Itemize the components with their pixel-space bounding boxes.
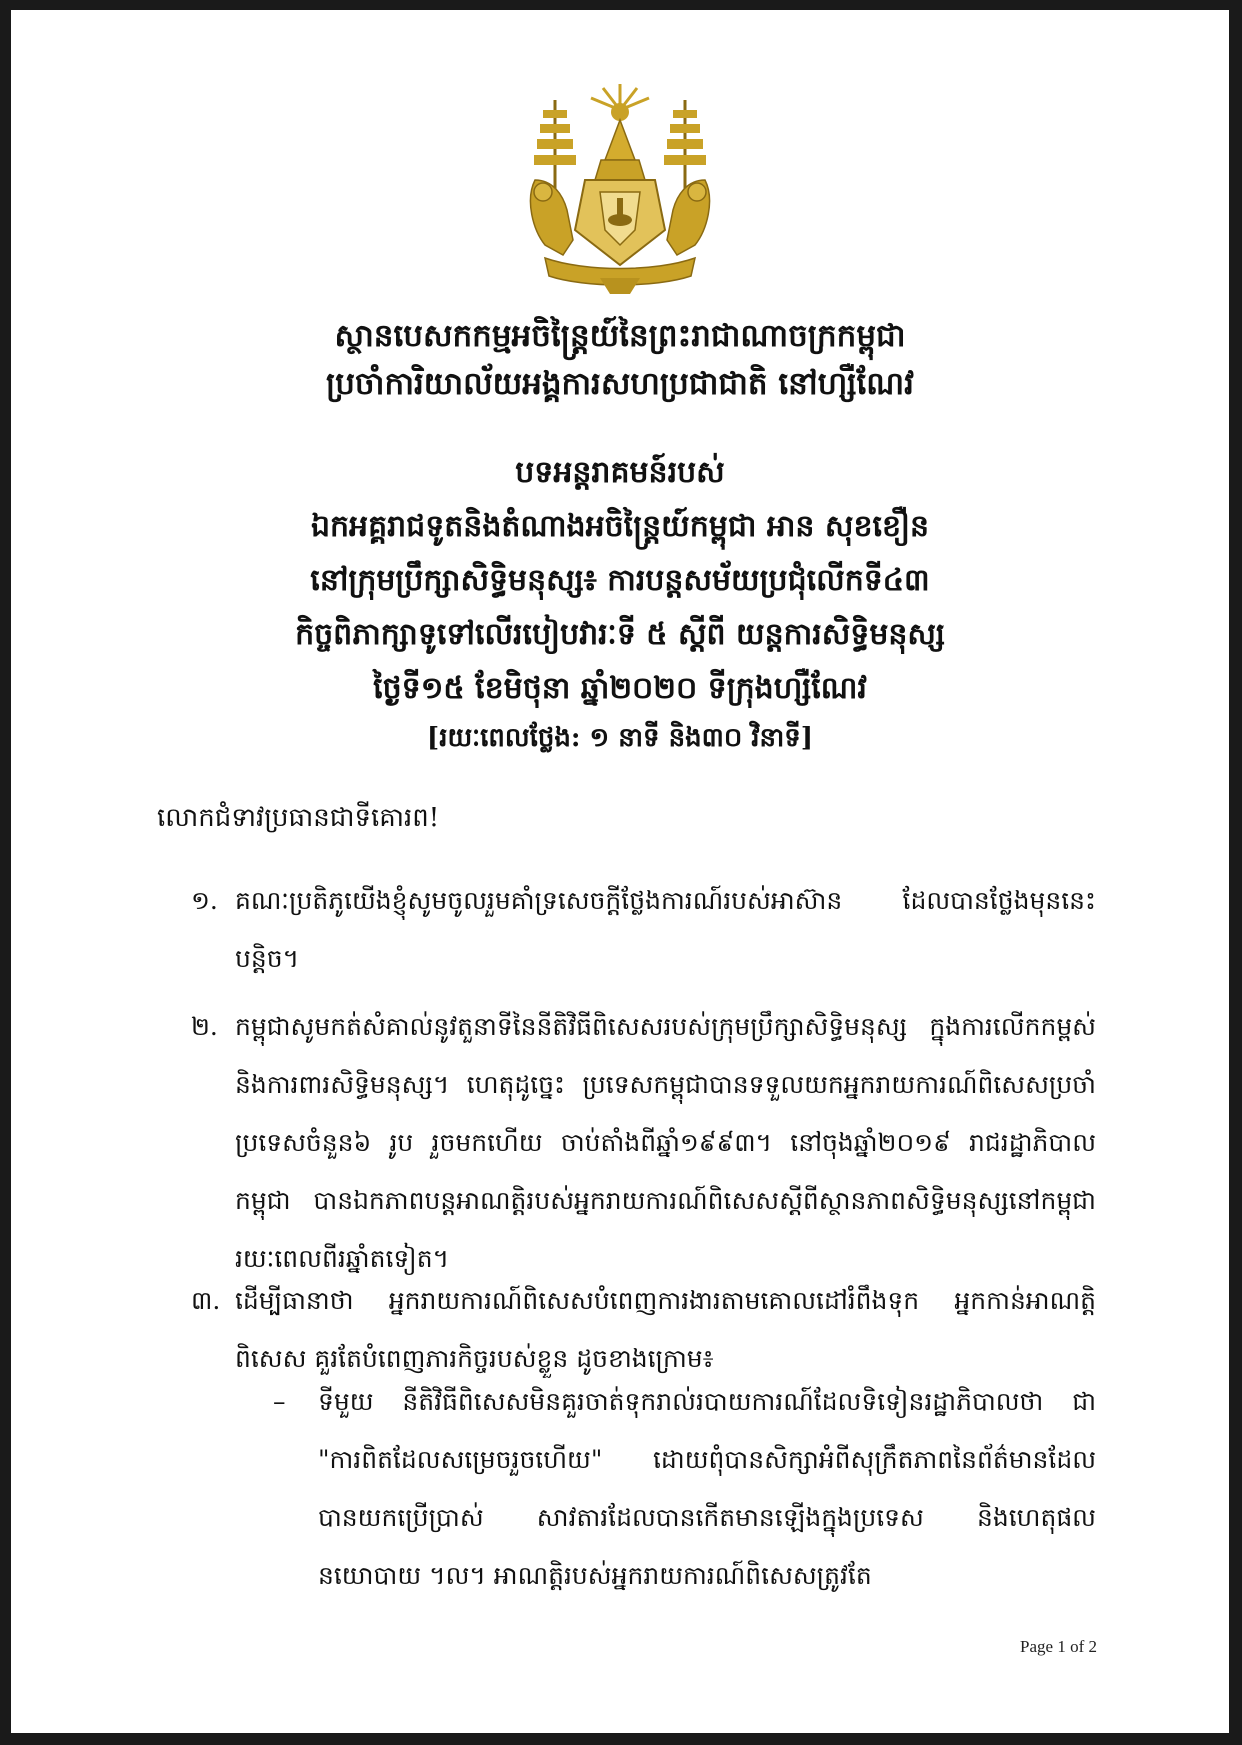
salutation: លោកជំទាវប្រធានជាទីគោរព! <box>157 803 440 833</box>
document-page <box>11 10 1229 1733</box>
bullet-item-1 <box>273 1373 1096 1605</box>
paragraph-2 <box>191 998 1096 1288</box>
paragraph-text: កម្ពុជាសូមកត់សំគាល់នូវតួនាទីនៃនីតិវិធីពិសេសរបស់ក្រុមប្រឹក្សាសិទ្ធិមនុស្ស ក្នុងការលើកកម្ពស់ និងការពារសិទ្ធិមនុស្ស។ ហេតុដូច្នេះ ប្រទេសកម្ពុជាបានទទួលយកអ្នករាយការណ៍ពិសេសប្រចាំប្រទេសចំនួន៦ រូប រួចមកហើយ ចាប់តាំងពីឆ្នាំ១៩៩៣។ នៅចុងឆ្នាំ២០១៩ រាជរដ្ឋាភិបាលកម្ពុជា បានឯកភាពបន្តអាណត្តិរបស់អ្នករាយការណ៍ពិសេសស្តីពីស្ថានភាពសិទ្ធិមនុស្សនៅកម្ពុជា រយៈពេលពីរឆ្នាំតទៀត។ <box>235 1012 1096 1273</box>
duration-line: [រយៈពេលថ្លែង: ១ នាទី និង៣០ វិនាទី] <box>426 723 814 753</box>
paragraph-number: ៣. <box>191 1286 221 1315</box>
session-line: នៅក្រុមប្រឹក្សាសិទ្ធិមនុស្ស៖ ការបន្តសម័យប្រជុំលើកទី៤៣ <box>310 563 930 598</box>
agenda-line: កិច្ចពិភាក្សាទូទៅលើរបៀបវារៈទី ៥ ស្តីពី យន្តការសិទ្ធិមនុស្ស <box>295 617 945 652</box>
bullet-marker: – <box>273 1387 286 1416</box>
date-location-line: ថ្ងៃទី១៥ ខែមិថុនា ឆ្នាំ២០២០ ទីក្រុងហ្សឺណែវ <box>373 671 867 706</box>
paragraph-number: ២. <box>191 1012 218 1041</box>
mission-name-line1: ស្ថានបេសកកម្មអចិន្ត្រៃយ៍នៃព្រះរាជាណាចក្រកម្ពុជា <box>334 318 906 354</box>
paragraph-number: ១. <box>191 886 218 915</box>
statement-title: បទអន្តរាគមន៍របស់ <box>515 455 725 490</box>
paragraph-text: ដើម្បីធានាថា អ្នករាយការណ៍ពិសេសបំពេញការងារតាមគោលដៅរំពឹងទុក អ្នកកាន់អាណត្តិពិសេស គួរតែបំពេញភារកិច្ចរបស់ខ្លួន ដូចខាងក្រោម៖ <box>235 1286 1096 1373</box>
bullet-text: ទីមួយ នីតិវិធីពិសេសមិនគួរចាត់ទុករាល់របាយការណ៍ដែលទិទៀនរដ្ឋាភិបាលថា ជា "ការពិតដែលសម្រេចរួចហើយ" ដោយពុំបានសិក្សាអំពីសុក្រឹតភាពនៃព័ត៌មានដែលបានយកប្រើប្រាស់ សាវតារដែលបានកើតមានឡើងក្នុងប្រទេស និងហេតុផលនយោបាយ ។ល។ អាណត្តិរបស់អ្នករាយការណ៍ពិសេសត្រូវតែ <box>318 1387 1096 1590</box>
page-number: Page 1 of 2 <box>1020 1637 1097 1656</box>
royal-coat-of-arms-emblem <box>515 80 725 298</box>
paragraph-1 <box>191 872 1096 988</box>
paragraph-3 <box>191 1272 1096 1388</box>
paragraph-text: គណៈប្រតិភូយើងខ្ញុំសូមចូលរួមគាំទ្រសេចក្តីថ្លែងការណ៍របស់អាស៊ាន ដែលបានថ្លែងមុននេះបន្តិច។ <box>235 886 1096 973</box>
speaker-line: ឯកអគ្គរាជទូតនិងតំណាងអចិន្ត្រៃយ៍កម្ពុជា អាន សុខខឿន <box>310 509 930 544</box>
mission-name-line2: ប្រចាំការិយាល័យអង្គការសហប្រជាជាតិ នៅហ្សឺណែវ <box>326 366 914 402</box>
